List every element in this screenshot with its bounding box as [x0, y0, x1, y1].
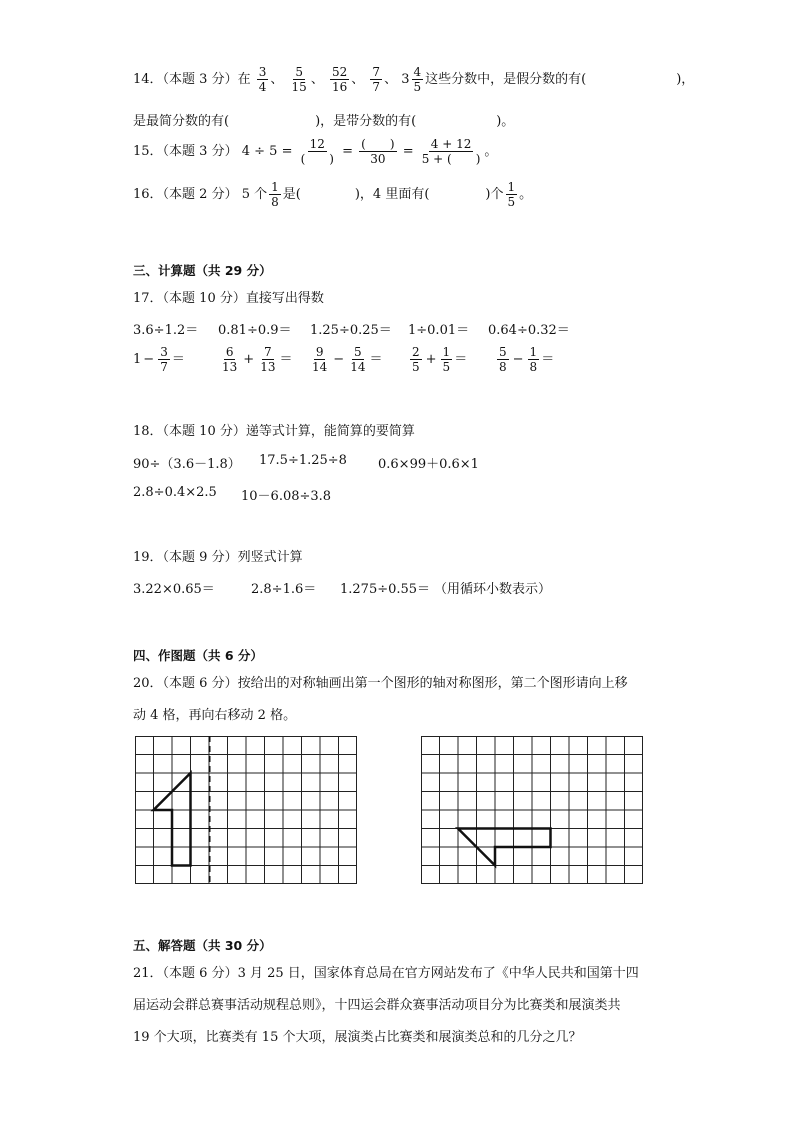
q20-line1: 20．（本题 6 分）按给出的对称轴画出第一个图形的轴对称图形，第二个图形请向上移	[133, 676, 628, 691]
q15-line: 15．（本题 3 分） 4 ÷ 5 = $\frac{12}{( )}$ = $\frac{( )}{30}$ = $\frac{4 + 12}{5 + ( )}$ 。	[133, 137, 498, 166]
q18-heading: 18．（本题 10 分）递等式计算，能简算的要简算	[133, 424, 415, 439]
q21-line2: 届运动会群总赛事活动规程总则》，十四运会群众赛事活动项目分为比赛类和展演类共	[133, 998, 621, 1013]
q15-number: 15．	[133, 144, 163, 159]
q14-text-c: )，是带分数的有(	[315, 114, 417, 129]
q17-row2-item: $\frac{9}{14}$ − $\frac{5}{14}$ ＝	[312, 345, 383, 374]
q18-expression: 90÷（3.6－1.8）	[133, 457, 241, 472]
q15-lhs: 4 ÷ 5 =	[241, 144, 293, 159]
q16-line: 16．（本题 2 分） 5 个 $\frac{1}{8}$ 是( )，4 里面有( )个 $\frac{1}{5}$ 。	[133, 180, 533, 209]
q18-expression: 17.5÷1.25÷8	[259, 453, 347, 468]
q20-line2: 动 4 格，再向右移动 2 格。	[133, 708, 297, 723]
section-5-title: 五、解答题（共 30 分）	[133, 938, 272, 953]
q17-row2-item: $\frac{6}{13}$ + $\frac{7}{13}$ ＝	[222, 345, 293, 374]
q16-fraction-2: $\frac{1}{5}$	[507, 180, 516, 209]
q14-line1: 14．（本题 3 分）在 $\frac{3}{4}$ 、 $\frac{5}{15}$ 、 $\frac{52}{16}$ 、 $\frac{7}{7}$ 、 3 $\frac{4}{5}$ 这些分数中，是假分数的有( )，	[133, 65, 695, 94]
q19-expression: 1.275÷0.55＝	[340, 582, 431, 597]
section-4-title: 四、作图题（共 6 分）	[133, 648, 263, 663]
q17-row2-item: 1 − $\frac{3}{7}$ ＝	[133, 345, 185, 374]
q18-expression: 0.6×99＋0.6×1	[378, 457, 479, 472]
q14-tag: （本题 3 分）	[162, 72, 238, 87]
grid-2	[421, 736, 643, 886]
q19-expression: 3.22×0.65＝	[133, 582, 215, 597]
q15-fraction-3: $\frac{4 + 12}{5 + ( )}$	[421, 137, 481, 166]
q14-mixed-fraction: $\frac{4}{5}$	[413, 65, 422, 94]
q18-expression: 2.8÷0.4×2.5	[133, 485, 217, 500]
q17-row1-item: 1.25÷0.25＝	[310, 323, 392, 338]
q14-fraction-1: $\frac{3}{4}$	[258, 65, 267, 94]
q15-fraction-1: $\frac{12}{( )}$	[300, 137, 334, 166]
q14-fraction-2: $\frac{5}{15}$	[291, 65, 307, 94]
q18-expression: 10－6.08÷3.8	[241, 489, 332, 504]
section-3-title: 三、计算题（共 29 分）	[133, 263, 272, 278]
q17-heading: 17．（本题 10 分）直接写出得数	[133, 291, 324, 306]
q19-note: （用循环小数表示）	[434, 582, 552, 597]
q17-row1-item: 0.64÷0.32＝	[488, 323, 570, 338]
q17-row2-item: $\frac{2}{5}$ + $\frac{1}{5}$ ＝	[412, 345, 468, 374]
q14-prefix: 在	[237, 72, 251, 87]
q17-row1-item: 3.6÷1.2＝	[133, 323, 199, 338]
q14-mixed-whole: 3	[401, 72, 410, 87]
q16-number: 16．	[133, 187, 163, 202]
q15-fraction-2: $\frac{( )}{30}$	[361, 137, 395, 166]
q21-line3: 19 个大项，比赛类有 15 个大项，展演类占比赛类和展演类总和的几分之几？	[133, 1030, 582, 1045]
q21-line1: 21．（本题 6 分）3 月 25 日，国家体育总局在官方网站发布了《中华人民共和国第十四	[133, 966, 639, 981]
q17-row2-item: $\frac{5}{8}$ − $\frac{1}{8}$ ＝	[499, 345, 555, 374]
q19-heading: 19．（本题 9 分）列竖式计算	[133, 550, 303, 565]
q14-line2: 是最简分数的有( )，是带分数的有( )。	[133, 114, 515, 129]
q17-row1-item: 0.81÷0.9＝	[218, 323, 292, 338]
q14-text-b: 是最简分数的有(	[133, 114, 230, 129]
grid-1	[135, 736, 357, 886]
q14-fraction-4: $\frac{7}{7}$	[372, 65, 381, 94]
q17-row1-item: 1÷0.01＝	[408, 323, 470, 338]
q15-tag: （本题 3 分）	[162, 144, 238, 159]
q14-fraction-3: $\frac{52}{16}$	[331, 65, 348, 94]
q16-fraction-1: $\frac{1}{8}$	[271, 180, 279, 209]
q14-number: 14．	[133, 72, 163, 87]
q16-tag: （本题 2 分）	[162, 187, 238, 202]
q19-expression: 2.8÷1.6＝	[251, 582, 317, 597]
q14-text-a: 这些分数中，是假分数的有(	[425, 72, 587, 87]
